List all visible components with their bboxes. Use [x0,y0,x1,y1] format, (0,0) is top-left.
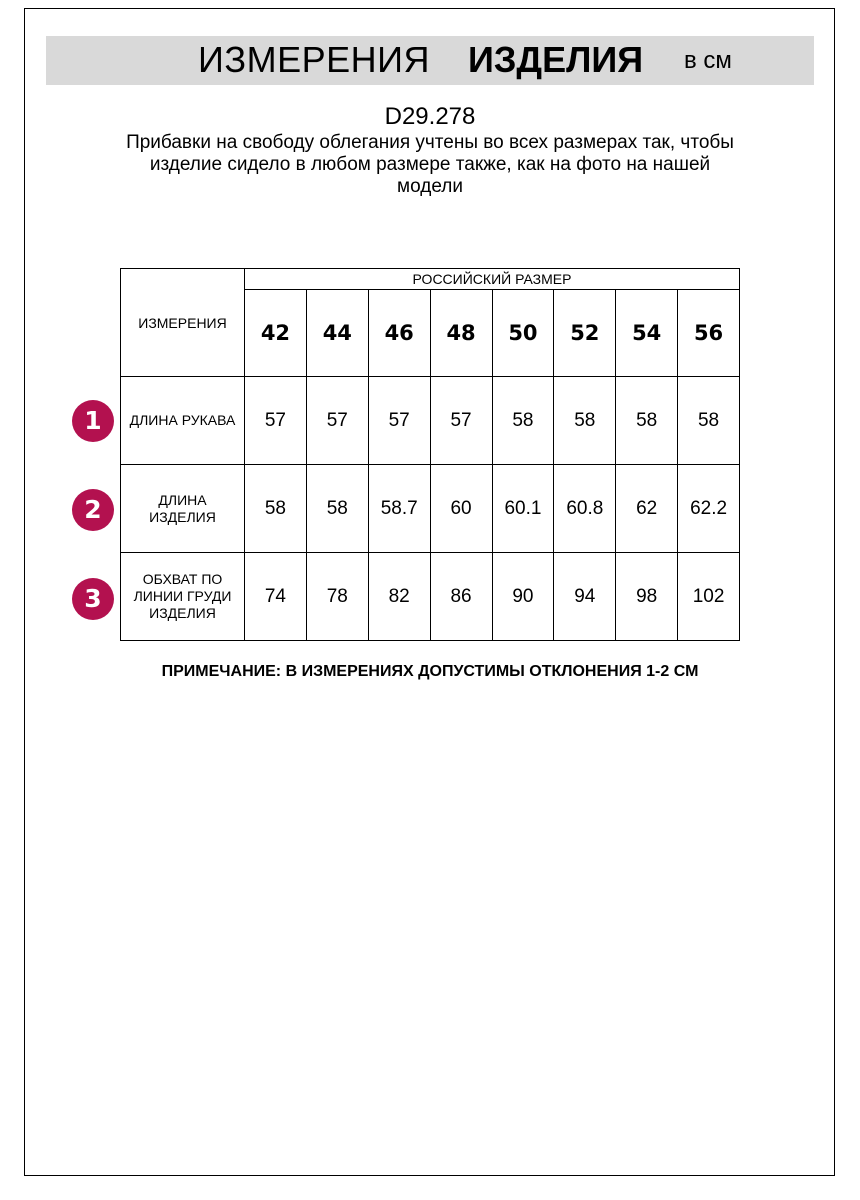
table-cell: 58 [245,465,307,553]
corner-label: ИЗМЕРЕНИЯ [121,269,245,377]
row-number-badge: 1 [72,400,114,442]
size-header: 44 [306,290,368,377]
table-cell: 57 [306,377,368,465]
table-cell: 58 [492,377,554,465]
tolerance-note: ПРИМЕЧАНИЕ: В ИЗМЕРЕНИЯХ ДОПУСТИМЫ ОТКЛОНЕНИЯ 1-2 СМ [161,663,699,680]
size-header: 56 [678,290,740,377]
size-header: 48 [430,290,492,377]
size-header: 52 [554,290,616,377]
page-title-emphasis: ИЗДЕЛИЯ [468,39,644,80]
table-row [121,553,740,641]
table-header-row [121,269,740,290]
table-cell: 98 [616,553,678,641]
table-cell: 90 [492,553,554,641]
measurement-label: ДЛИНА РУКАВА [121,377,245,465]
table-cell: 58 [306,465,368,553]
table-cell: 82 [368,553,430,641]
table-row [121,465,740,553]
row-number-badge: 2 [72,489,114,531]
table-cell: 57 [368,377,430,465]
row-number-badge: 3 [72,578,114,620]
table-cell: 57 [430,377,492,465]
table-cell: 58 [616,377,678,465]
unit-label: в см [684,47,732,74]
size-header: 46 [368,290,430,377]
measurement-label: ДЛИНА ИЗДЕЛИЯ [121,465,245,553]
page-title: ИЗМЕРЕНИЯ [198,39,431,80]
table-cell: 94 [554,553,616,641]
table-cell: 57 [245,377,307,465]
table-cell: 74 [245,553,307,641]
table-cell: 60 [430,465,492,553]
table-cell: 102 [678,553,740,641]
table-cell: 58.7 [368,465,430,553]
table-cell: 78 [306,553,368,641]
table-cell: 60.8 [554,465,616,553]
table-row [121,377,740,465]
size-table [120,268,740,641]
size-header: 50 [492,290,554,377]
table-cell: 62 [616,465,678,553]
product-code: D29.278 [384,103,476,130]
table-cell: 86 [430,553,492,641]
table-cell: 62.2 [678,465,740,553]
measurement-label: ОБХВАТ ПО ЛИНИИ ГРУДИ ИЗДЕЛИЯ [121,553,245,641]
size-header: 54 [616,290,678,377]
fit-note: Прибавки на свободу облегания учтены во всех размерах так, чтобы изделие сидело в любом размере также, как на фото на нашей модели [126,132,734,197]
table-cell: 58 [554,377,616,465]
size-header: 42 [245,290,307,377]
table-cell: 60.1 [492,465,554,553]
size-group-label: РОССИЙСКИЙ РАЗМЕР [245,269,740,290]
table-cell: 58 [678,377,740,465]
